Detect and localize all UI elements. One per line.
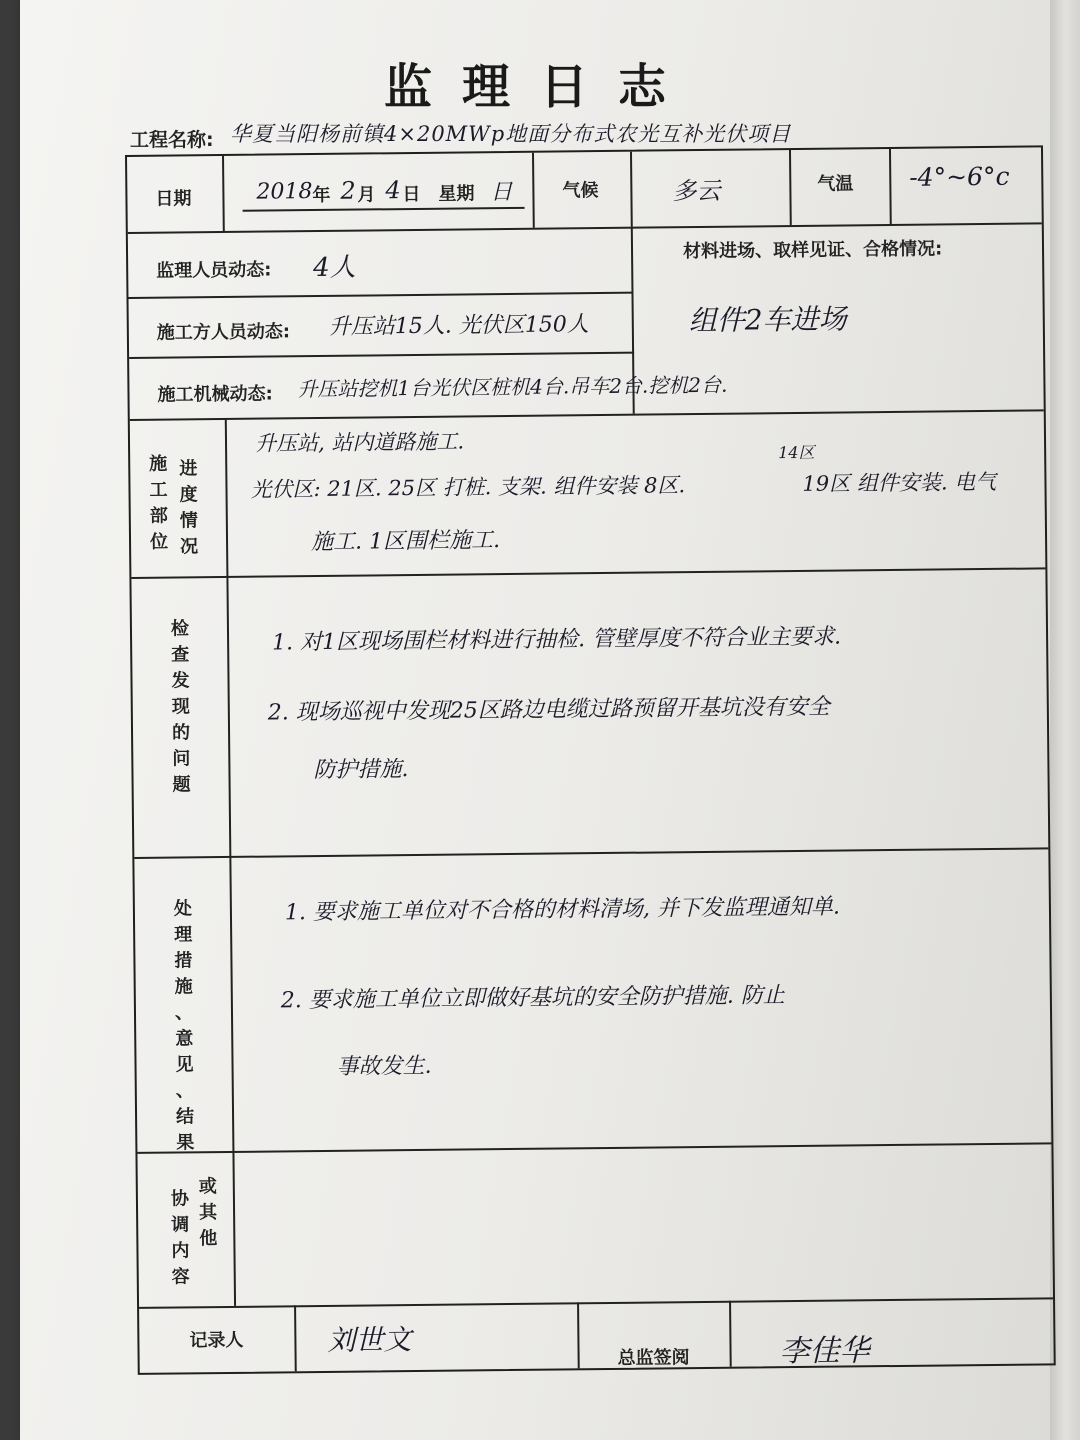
row-divider bbox=[139, 1297, 1053, 1309]
progress-label-col1: 施 工 部 位 bbox=[149, 453, 169, 553]
col-divider bbox=[630, 152, 633, 227]
row-divider bbox=[137, 1142, 1051, 1154]
log-form bbox=[125, 145, 1056, 1375]
next-page-edge bbox=[1050, 0, 1080, 1440]
weekday-value: 日 bbox=[490, 179, 513, 206]
progress-line-3: 施工. 1区围栏施工. bbox=[310, 528, 501, 556]
contractor-staff-value: 升压站15人. 光伏区150人 bbox=[328, 312, 589, 340]
chief-label: 总监签阅 bbox=[617, 1347, 690, 1369]
issue-item-2-cont: 防护措施. bbox=[313, 757, 409, 784]
row-divider bbox=[128, 292, 633, 299]
recorder-signature: 刘世文 bbox=[327, 1323, 412, 1357]
progress-line-2: 光伏区: 21区. 25区 打桩. 支架. 组件安装 8区. bbox=[250, 473, 686, 502]
issue-item-2: 2. 现场巡视中发现25区路边电缆过路预留开基坑没有安全 bbox=[267, 694, 830, 726]
measures-label: 处 理 措 施 、 意 见 、 结 果 bbox=[173, 898, 195, 1154]
page-title: 监理日志 bbox=[383, 59, 696, 115]
materials-value: 组件2车进场 bbox=[688, 302, 847, 338]
progress-line-2-suffix: 19区 组件安装. 电气 bbox=[802, 469, 997, 496]
chief-signature: 李佳华 bbox=[779, 1333, 870, 1370]
col-divider bbox=[789, 150, 792, 225]
project-name: 华夏当阳杨前镇4×20MWp地面分布式农光互补光伏项目 bbox=[230, 122, 792, 146]
measure-item-1: 1. 要求施工单位对不合格的材料清场, 并下发监理通知单. bbox=[284, 894, 841, 926]
issue-item-1: 1. 对1区现场围栏材料进行抽检. 管壁厚度不符合业主要求. bbox=[271, 624, 842, 656]
weekday-label: 星期 bbox=[438, 183, 475, 205]
progress-line-1: 升压站, 站内道路施工. bbox=[254, 429, 465, 456]
row-divider bbox=[128, 222, 1042, 234]
coordination-label-col2: 或 其 他 bbox=[198, 1176, 218, 1250]
recorder-label: 记录人 bbox=[189, 1329, 244, 1352]
temperature-label: 气温 bbox=[817, 173, 854, 195]
year-unit: 年 bbox=[312, 184, 331, 207]
row-divider bbox=[129, 352, 634, 359]
day-unit: 日 bbox=[402, 183, 421, 206]
materials-label: 材料进场、取样见证、合格情况: bbox=[682, 238, 943, 263]
progress-insert: 14区 bbox=[778, 442, 815, 463]
supervisor-staff-label: 监理人员动态: bbox=[156, 259, 272, 282]
col-divider bbox=[294, 1305, 297, 1371]
temperature-value: -4°~6°c bbox=[909, 161, 1010, 192]
progress-label-col2: 进 度 情 况 bbox=[179, 458, 199, 558]
date-label: 日期 bbox=[155, 188, 192, 210]
col-divider bbox=[889, 149, 892, 224]
col-divider bbox=[225, 418, 236, 1306]
climate-label: 气候 bbox=[562, 180, 599, 202]
machinery-value: 升压站挖机1台光伏区桩机4台.吊车2台.挖机2台. bbox=[297, 372, 728, 402]
machinery-label: 施工机械动态: bbox=[157, 383, 273, 406]
row-divider bbox=[134, 847, 1048, 859]
col-divider bbox=[222, 156, 225, 231]
project-row bbox=[130, 108, 1030, 152]
issues-label: 检 查 发 现 的 问 题 bbox=[170, 618, 191, 796]
row-divider bbox=[130, 409, 1044, 421]
col-divider bbox=[729, 1301, 732, 1367]
contractor-staff-label: 施工方人员动态: bbox=[156, 321, 291, 344]
climate-value: 多云 bbox=[672, 176, 721, 206]
date-field bbox=[242, 175, 527, 214]
date-year: 2018 bbox=[256, 179, 313, 205]
row-divider bbox=[131, 567, 1045, 579]
coordination-label-col1: 协 调 内 容 bbox=[170, 1188, 190, 1288]
measure-item-2-cont: 事故发生. bbox=[336, 1053, 432, 1080]
date-underline bbox=[243, 207, 525, 211]
supervisor-staff-value: 4人 bbox=[313, 252, 356, 284]
date-day: 4 bbox=[385, 176, 401, 205]
measure-item-2: 2. 要求施工单位立即做好基坑的安全防护措施. 防止 bbox=[280, 983, 785, 1014]
project-label: 工程名称: bbox=[130, 129, 214, 151]
month-unit: 月 bbox=[357, 184, 376, 206]
col-divider bbox=[577, 1302, 580, 1368]
col-divider bbox=[532, 153, 535, 228]
date-month: 2 bbox=[340, 176, 356, 205]
